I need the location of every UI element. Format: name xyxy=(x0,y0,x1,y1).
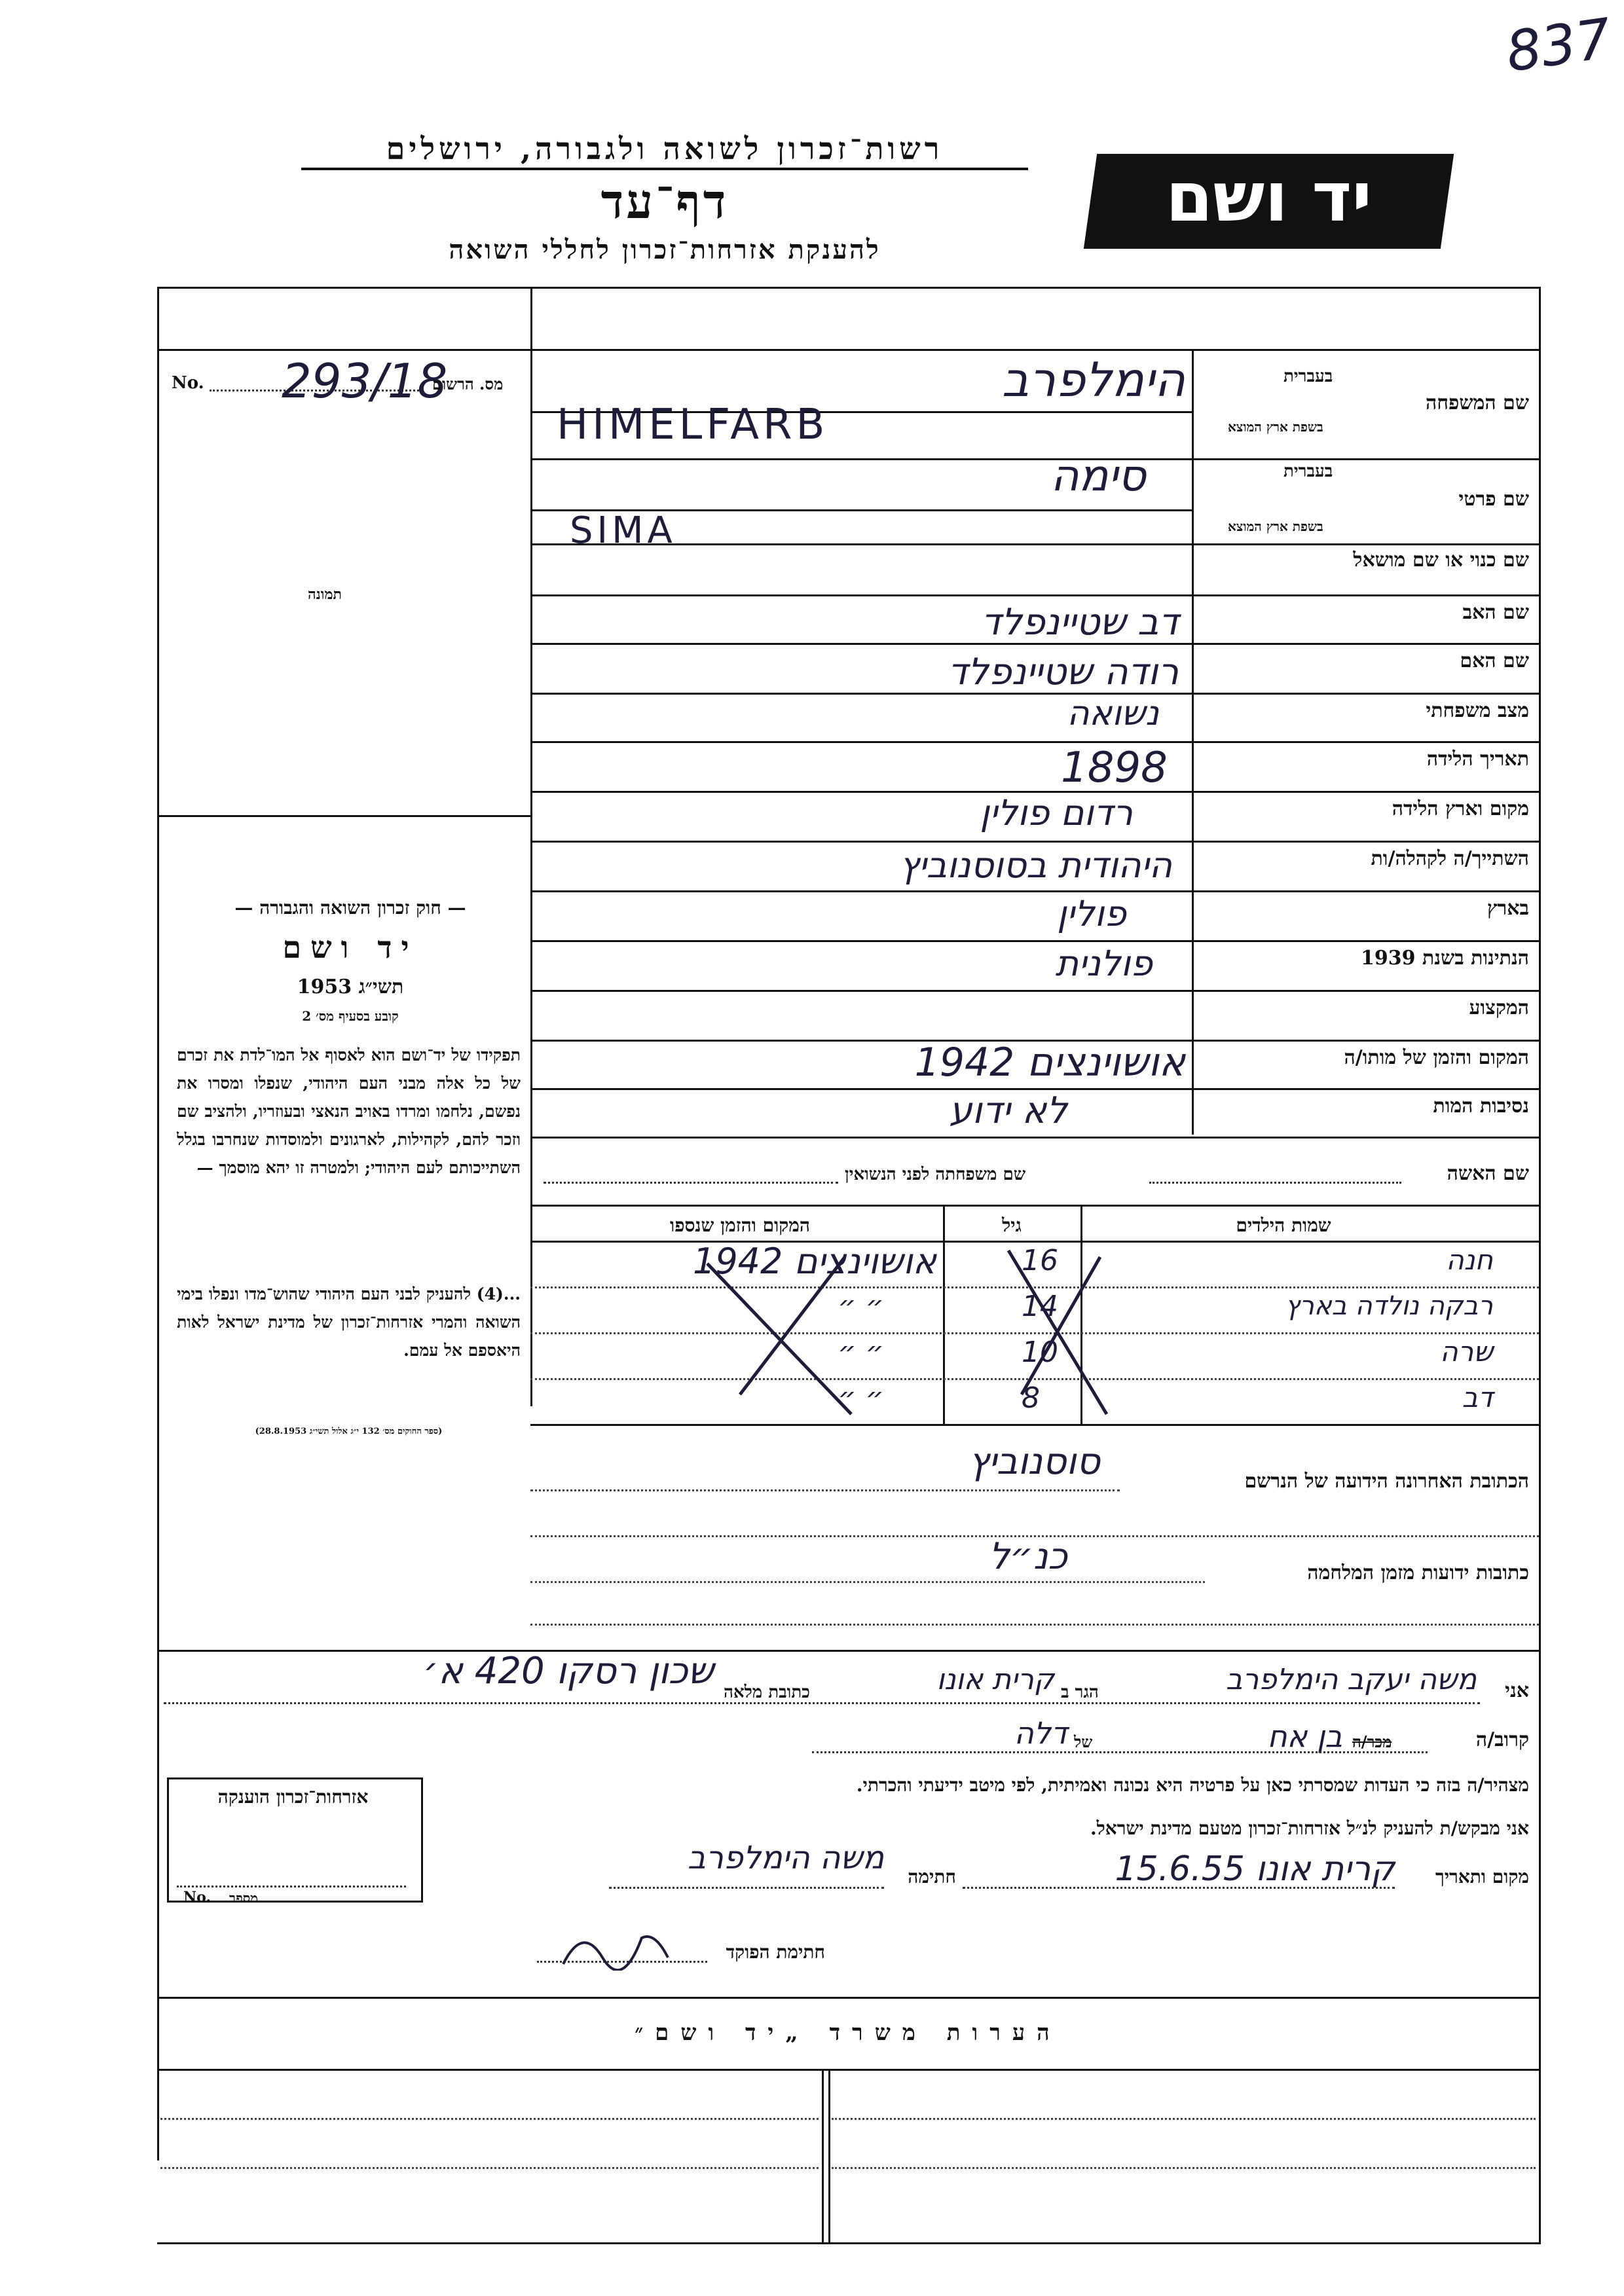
nickname-label: שם כנוי או שם מושאל xyxy=(1353,549,1529,572)
first-hebrew-label: בעברית xyxy=(1283,462,1333,481)
children-age-header: גיל xyxy=(1002,1214,1022,1236)
child-age: 14 xyxy=(1022,1290,1058,1323)
official-signature-label: חתימת הפוקד xyxy=(726,1941,825,1963)
mother-label: שם האם xyxy=(1460,649,1529,672)
father-value: דב שטיינפלד xyxy=(981,601,1179,644)
law-citation: (ספר החוקים מס׳ 132 י״ג אלול תשי״ג 28.8.1953) xyxy=(255,1427,443,1436)
war-addresses-value: כנ״ל xyxy=(989,1535,1067,1578)
relation-label: קרוב/ה xyxy=(1475,1728,1529,1751)
community-value: היהודית בסוסנוביץ xyxy=(899,845,1172,886)
war-addresses-label: כתובות ידועות מזמן המלחמה xyxy=(1307,1561,1529,1584)
child-place: ״ ״ xyxy=(838,1381,884,1415)
registration-number: 293/18 xyxy=(282,354,448,409)
birth-place-value: רדום פולין xyxy=(980,792,1133,833)
registration-no-label: No. xyxy=(172,373,204,393)
certificate-no-label: No. xyxy=(183,1889,212,1906)
photo-label: תמונה xyxy=(308,586,342,603)
child-age: 10 xyxy=(1022,1336,1058,1369)
country-label: בארץ xyxy=(1486,897,1529,920)
registration-mas-label: מס. הרשום xyxy=(432,374,504,393)
first-name-origin: SIMA xyxy=(570,509,676,552)
child-place: אושוינצים 1942 xyxy=(692,1241,936,1282)
first-name-hebrew: סימה xyxy=(1050,450,1146,501)
death-place-label: המקום והזמן של מותו/ה xyxy=(1344,1046,1529,1069)
law-body: תפקידו של יד־ושם הוא לאסוף אל המו־לדת את זכרם של כל אלה מבני העם היהודי, שנפלו ומסרו את נפשם, נלחמו ומרדו באויב הנאצי ובעוזריו, ולהציב שם וזכר להם, לקהילות, לארגונים ולמוסדות שנחרבו בגלל השתייכותם לעם היהודי; ולמטרה זו יהא מוסמך — xyxy=(177,1046,521,1177)
family-name-origin: HIMELFARB xyxy=(557,401,829,449)
children-names-header: שמות הילדים xyxy=(1236,1214,1331,1236)
child-place: ״ ״ xyxy=(838,1336,884,1369)
certificate-title: אזרחות־זכרון הוענקה xyxy=(217,1786,369,1808)
mother-value: רודה שטיינפלד xyxy=(948,651,1179,693)
nationality-label: הנתינות בשנת 1939 xyxy=(1360,947,1529,970)
declarant-ani-label: אני xyxy=(1505,1679,1529,1702)
death-cause-value: לא ידוע xyxy=(949,1089,1067,1132)
declarant-address: שכון רסקו 420 א׳ xyxy=(423,1650,714,1692)
community-label: השתייך/ה לקהלה/ות xyxy=(1371,847,1529,870)
law-item4: ...(4) להעניק לבני העם היהודי שהוש־מדו ונפלו בימי השואה והמרי אזרחות־זכרון של מדינת ישראל לאות היאספם אל עמם. xyxy=(177,1285,521,1360)
profession-label: המקצוע xyxy=(1469,996,1529,1019)
form-title: דף־עד xyxy=(600,173,729,229)
spouse-label: שם האשה xyxy=(1447,1162,1529,1185)
declarant-resides-label: הגר ב xyxy=(1061,1683,1099,1702)
law-name: יד ושם xyxy=(282,930,418,965)
child-place: ״ ״ xyxy=(838,1290,884,1323)
strike-marks xyxy=(655,1244,1113,1421)
birth-date-label: תאריך הלידה xyxy=(1426,748,1529,771)
child-name: שרה xyxy=(1440,1336,1493,1368)
place-date-label: מקום ותאריך xyxy=(1435,1866,1529,1887)
relation-struck: מכר/ה xyxy=(1352,1732,1392,1751)
birth-place-label: מקום וארץ הלידה xyxy=(1392,797,1529,820)
archive-number: 837 xyxy=(1502,6,1615,84)
nationality-value: פולנית xyxy=(1055,943,1153,984)
signature-value: משה הימלפרב xyxy=(687,1840,884,1876)
official-signature xyxy=(557,1918,674,1971)
child-name: דב xyxy=(1462,1381,1493,1413)
relation-of-label: של xyxy=(1074,1732,1093,1751)
relation-value: בן אח xyxy=(1267,1719,1342,1754)
law-clause: קובע בסעיף מס׳ 2 xyxy=(302,1008,399,1024)
family-name-label: שם המשפחה xyxy=(1425,392,1529,414)
death-cause-label: נסיבות המות xyxy=(1433,1095,1529,1118)
law-title: — חוק זכרון השואה והגבורה — xyxy=(234,897,466,919)
first-origin-label: בשפת ארץ המוצא xyxy=(1228,519,1323,534)
relation-of-value: דלה xyxy=(1014,1715,1067,1751)
law-year: תשי״ג 1953 xyxy=(297,975,404,998)
authority-title: רשות־זכרון לשואה ולגבורה, ירושלים xyxy=(301,131,1028,170)
office-notes-title: הערות משרד „יד ושם״ xyxy=(635,2020,1061,2046)
last-address-value: סוסנוביץ xyxy=(969,1440,1100,1483)
father-label: שם האב xyxy=(1462,601,1529,624)
request-text: אני מבקש/ת להעניק לנ״ל אזרחות־זכרון מטעם מדינת ישראל. xyxy=(1090,1817,1529,1839)
child-age: 8 xyxy=(1022,1381,1040,1415)
death-place-value: אושוינצים 1942 xyxy=(914,1040,1185,1085)
declarant-name: משה יעקב הימלפרב xyxy=(1225,1663,1477,1696)
children-place-header: המקום והזמן שנספו xyxy=(670,1214,810,1236)
family-name-hebrew: הימלפרב xyxy=(1001,352,1185,407)
form-subtitle: להענקת אזרחות־זכרון לחללי השואה xyxy=(449,234,881,265)
signature-label: חתימה xyxy=(908,1866,956,1887)
child-age: 16 xyxy=(1022,1244,1058,1277)
place-date-value: קרית אונו 15.6.55 xyxy=(1115,1850,1395,1889)
certificate-mispar-label: מספר xyxy=(229,1890,258,1906)
declarant-address-label: כתובת מלאה xyxy=(724,1683,810,1702)
first-name-label: שם פרטי xyxy=(1458,488,1529,511)
spouse-maiden-label: שם משפחתה לפני הנשואין xyxy=(845,1165,1026,1184)
last-address-label: הכתובת האחרונה הידועה של הנרשם xyxy=(1244,1470,1529,1493)
country-value: פולין xyxy=(1057,893,1126,934)
family-origin-label: בשפת ארץ המוצא xyxy=(1228,419,1323,435)
marital-label: מצב משפחתי xyxy=(1426,699,1529,722)
declaration-text: מצהיר/ה בזה כי העדות שמסרתי כאן על פרטיה היא נכונה ואמיתית, לפי מיטב ידיעתי והכרתי. xyxy=(856,1774,1529,1796)
logo-text: יד ושם xyxy=(1166,157,1372,237)
birth-date-value: 1898 xyxy=(1061,744,1168,792)
marital-value: נשואה xyxy=(1067,694,1159,733)
declarant-city: קרית אונו xyxy=(936,1663,1054,1696)
family-hebrew-label: בעברית xyxy=(1283,367,1333,386)
child-name: חנה xyxy=(1446,1244,1493,1276)
child-name: רבקה נולדה בארץ xyxy=(1285,1291,1493,1321)
